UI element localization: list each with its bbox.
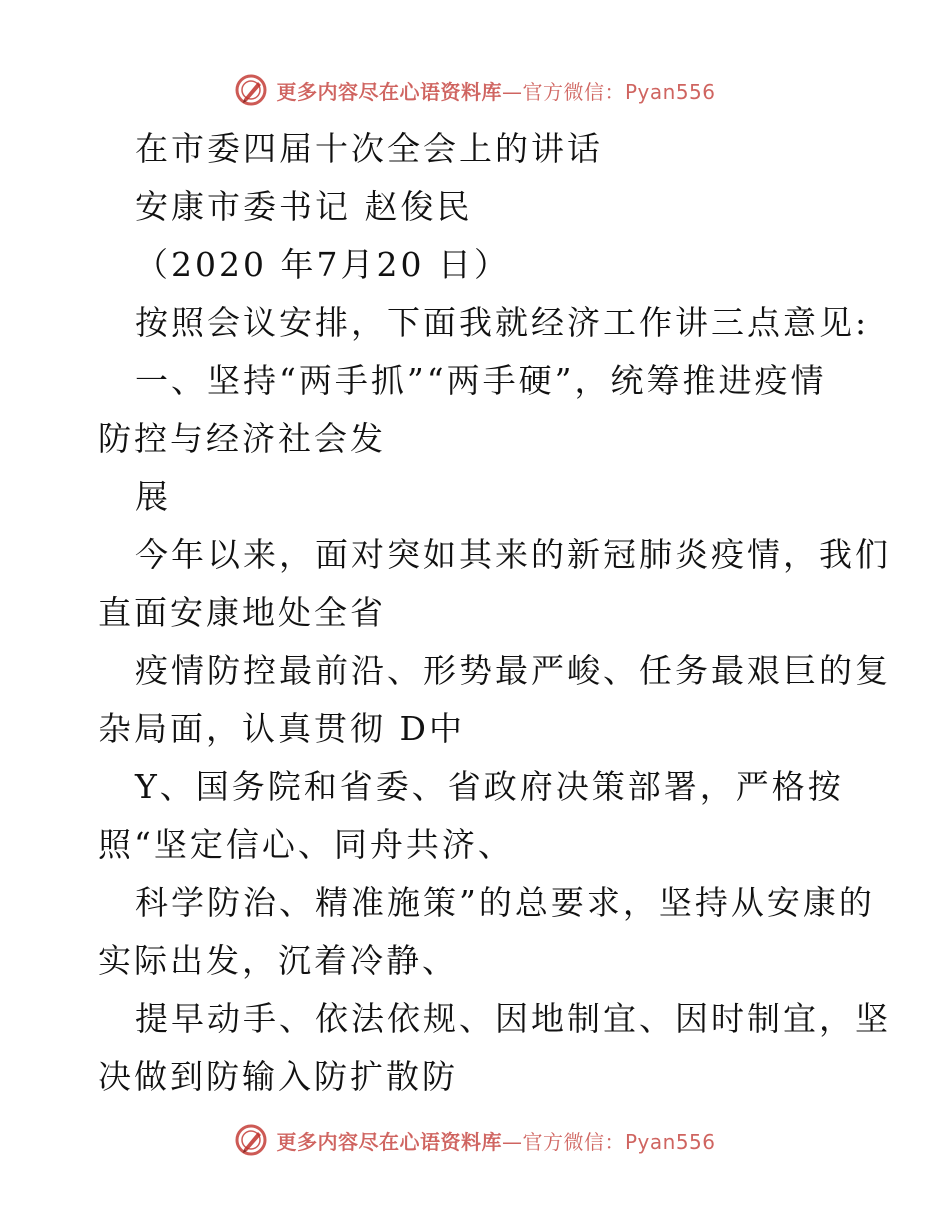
watermark-footer: [0, 1120, 950, 1160]
watermark-wechat-id: Pyan556: [624, 79, 716, 104]
section-heading-1-line-3: 展: [135, 477, 171, 516]
paragraph-line: 科学防治、精准施策”的总要求，坚持从安康的: [135, 883, 875, 922]
document-date: （2020 年7月20 日）: [135, 245, 510, 284]
pen-seal-logo-icon: [234, 73, 268, 107]
paragraph-line: 今年以来，面对突如其来的新冠肺炎疫情，我们: [135, 535, 891, 574]
document-title: 在市委四届十次全会上的讲话: [135, 129, 603, 168]
paragraph-line: 杂局面，认真贯彻 D中: [98, 709, 465, 748]
watermark-text: [276, 76, 715, 105]
watermark-separator: —官方微信：: [501, 1129, 625, 1154]
watermark-brand-text: 更多内容尽在心语资料库: [276, 79, 502, 104]
paragraph-line: 实际出发，沉着冷静、: [98, 941, 458, 980]
watermark-text: [276, 1126, 715, 1155]
paragraph-line: 照“坚定信心、同舟共济、: [98, 825, 514, 864]
section-heading-1-line-1: 一、坚持“两手抓”“两手硬”，统筹推进疫情: [135, 361, 827, 400]
paragraph-line: 决做到防输入防扩散防: [98, 1057, 458, 1096]
intro-paragraph: 按照会议安排，下面我就经济工作讲三点意见:: [135, 303, 870, 342]
paragraph-line: 疫情防控最前沿、形势最严峻、任务最艰巨的复: [135, 651, 891, 690]
watermark-wechat-id: Pyan556: [624, 1129, 716, 1154]
paragraph-line: 直面安康地处全省: [98, 593, 386, 632]
watermark-brand-text: 更多内容尽在心语资料库: [276, 1129, 502, 1154]
pen-seal-logo-icon: [234, 1123, 268, 1157]
watermark-header: [0, 70, 950, 110]
paragraph-line: 提早动手、依法依规、因地制宜、因时制宜，坚: [135, 999, 891, 1038]
paragraph-line: Y、国务院和省委、省政府决策部署，严格按: [135, 767, 844, 806]
document-body: [98, 120, 891, 1106]
watermark-separator: —官方微信：: [501, 79, 625, 104]
document-author: 安康市委书记 赵俊民: [135, 187, 473, 226]
section-heading-1-line-2: 防控与经济社会发: [98, 419, 386, 458]
